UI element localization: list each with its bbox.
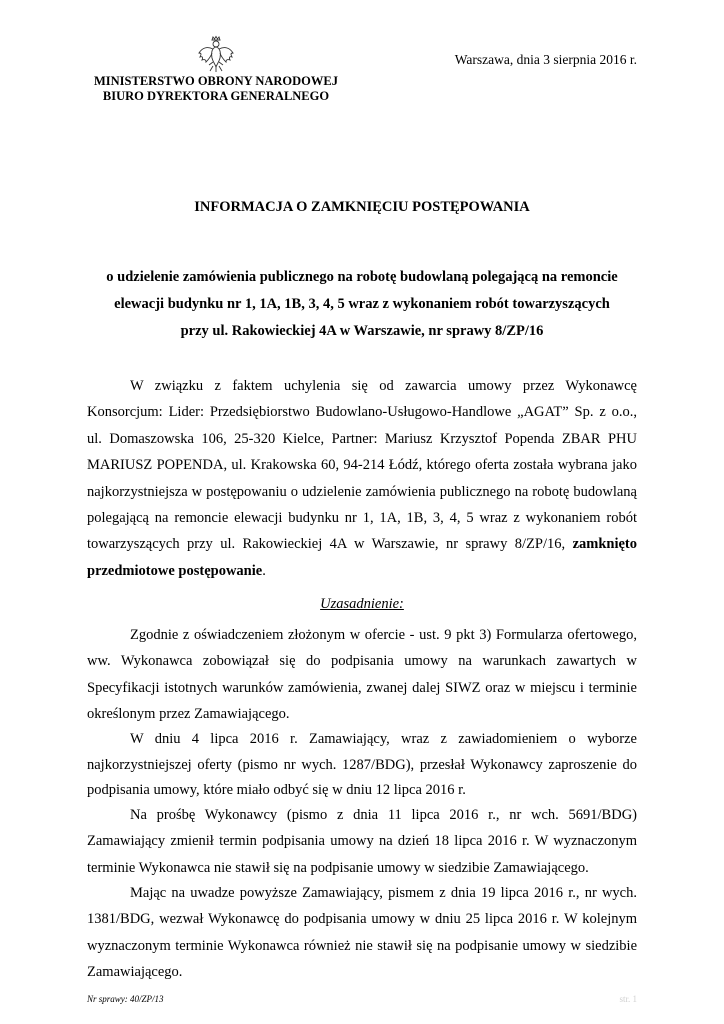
justification-paragraph: W dniu 4 lipca 2016 r. Zamawiający, wraz z zawiadomieniem o wyborze najkorzystniejszej oferty (pismo nr wych. 1287/BDG), przesłał Wykonawcy zaproszenie do podpisania umowy, które miało odbyć się w dniu 12 lipca 2016 r. bbox=[87, 731, 637, 798]
justification-paragraph: Na prośbę Wykonawcy (pismo z dnia 11 lipca 2016 r., nr wch. 5691/BDG) Zamawiający zmienił termin podpisania umowy na dzień 18 lipca 2016 r. W wyznaczonym terminie Wykonawca nie stawił się na podpisanie umowy w siedzibie Zamawiającego. bbox=[87, 807, 637, 876]
subject-line: o udzielenie zamówienia publicznego na robotę budowlaną polegającą na remoncie bbox=[106, 269, 618, 285]
subject-line: przy ul. Rakowieckiej 4A w Warszawie, nr sprawy 8/ZP/16 bbox=[180, 323, 544, 339]
decision-text: zamknięto przedmiotowe postępowanie bbox=[87, 536, 637, 579]
justification-heading: Uzasadnienie: bbox=[320, 596, 404, 612]
document-title: INFORMACJA O ZAMKNIĘCIU POSTĘPOWANIA bbox=[194, 199, 530, 215]
subject-line: elewacji budynku nr 1, 1A, 1B, 3, 4, 5 wraz z wykonaniem robót towarzyszących bbox=[114, 296, 610, 312]
justification-paragraph: Mając na uwadze powyższe Zamawiający, pismem z dnia 19 lipca 2016 r., nr wych. 1381/BDG, wezwał Wykonawcę do podpisania umowy w dniu 25 lipca 2016 r. W kolejnym wyznaczonym terminie Wykonawca również nie stawił się na podpisanie umowy w siedzibie Zamawiającego. bbox=[87, 885, 637, 981]
department-name: BIURO DYREKTORA GENERALNEGO bbox=[102, 89, 330, 103]
justification-paragraph: Zgodnie z oświadczeniem złożonym w ofercie - ust. 9 pkt 3) Formularza ofertowego, ww. Wykonawca zobowiązał się do podpisania umowy na warunkach zawartych w Specyfikacji istotnych warunków zamówienia, zwanej dalej SIWZ oraz w miejscu i terminie określonym przez Zamawiającego. bbox=[87, 627, 637, 723]
main-paragraph bbox=[87, 373, 637, 584]
footer-case-number: Nr sprawy: 40/ZP/13 bbox=[87, 994, 164, 1004]
sentence-period: . bbox=[262, 562, 266, 579]
document-date: Warszawa, dnia 3 sierpnia 2016 r. bbox=[454, 52, 637, 67]
document-subject bbox=[87, 264, 637, 345]
ministry-name: MINISTERSTWO OBRONY NARODOWEJ bbox=[93, 74, 338, 88]
ministry-header bbox=[70, 74, 362, 104]
main-paragraph-text: W związku z faktem uchylenia się od zawarcia umowy przez Wykonawcę Konsorcjum: Lider: Przedsiębiorstwo Budowlano-Usługowo-Handlowe „AGAT” Sp. z o.o., ul. Domaszowska 106, 25-320 Kielce, Partner: Mariusz Krzysztof Popenda ZBAR PHU MARIUSZ POPENDA, ul. Krakowska 60, 94-214 Łódź, którego oferta została wybrana jako najkorzystniejsza w postępowaniu o udzielenie zamówienia publicznego na robotę budowlaną polegającą na remoncie elewacji budynku nr 1, 1A, 1B, 3, 4, 5 wraz z wykonaniem robót towarzyszących przy ul. Rakowieckiej 4A w Warszawie, nr sprawy 8/ZP/16, bbox=[87, 378, 637, 553]
polish-eagle-emblem-icon bbox=[196, 34, 236, 74]
page-number: str. 1 bbox=[619, 994, 637, 1004]
